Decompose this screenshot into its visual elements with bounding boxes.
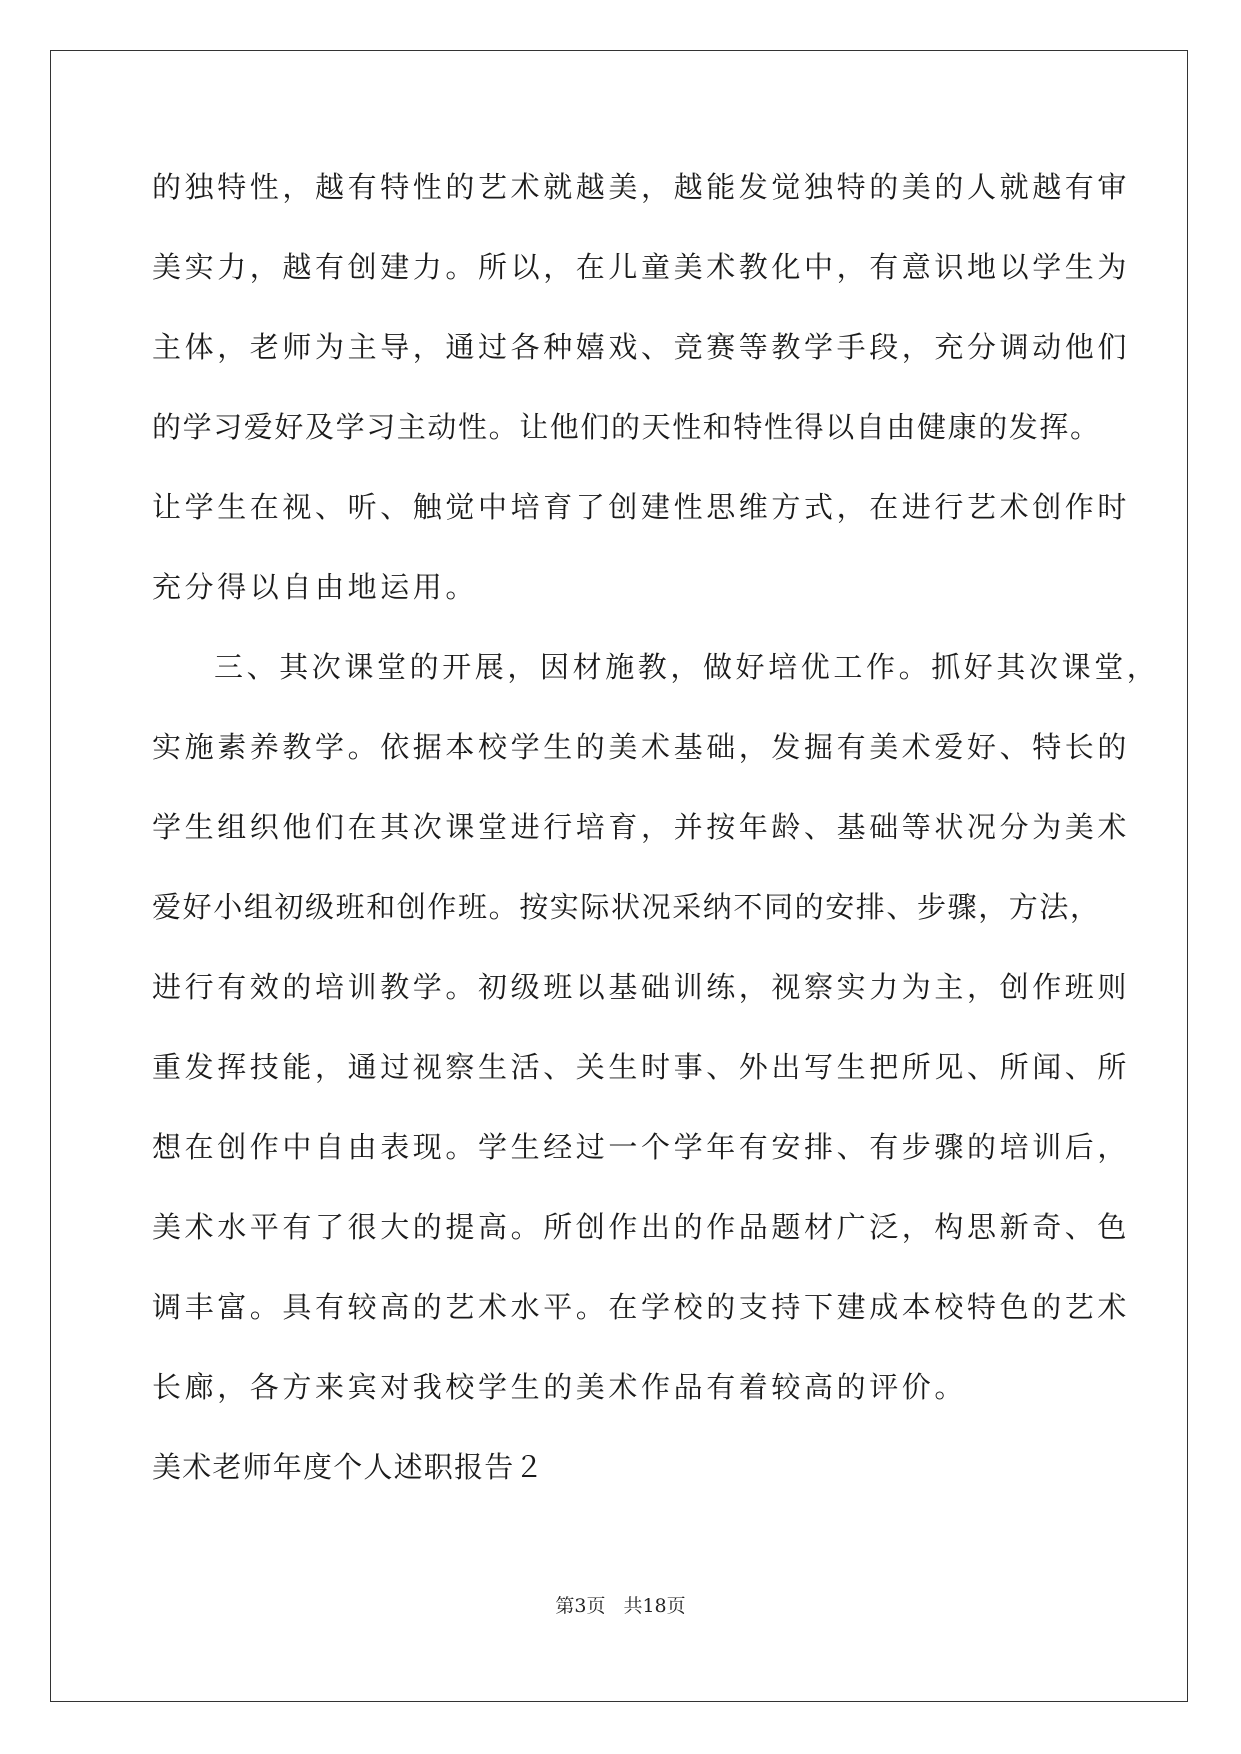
paragraph-line: 三、其次课堂的开展，因材施教，做好培优工作。抓好其次课堂， bbox=[214, 650, 1160, 684]
paragraph-line: 爱好小组初级班和创作班。按实际状况采纳不同的安排、步骤，方法， bbox=[152, 890, 1101, 924]
paragraph-line: 想在创作中自由表现。学生经过一个学年有安排、有步骤的培训后， bbox=[152, 1130, 1131, 1164]
paragraph-line: 长廊，各方来宾对我校学生的美术作品有着较高的评价。 bbox=[152, 1370, 968, 1404]
paragraph-line: 学生组织他们在其次课堂进行培育，并按年龄、基础等状况分为美术 bbox=[152, 810, 1131, 844]
paragraph-line: 实施素养教学。依据本校学生的美术基础，发掘有美术爱好、特长的 bbox=[152, 730, 1131, 764]
paragraph-line: 充分得以自由地运用。 bbox=[152, 570, 479, 604]
paragraph-line: 主体，老师为主导，通过各种嬉戏、竞赛等教学手段，充分调动他们 bbox=[152, 330, 1131, 364]
document-body bbox=[152, 162, 1160, 1522]
paragraph-line: 的独特性，越有特性的艺术就越美，越能发觉独特的美的人就越有审 bbox=[152, 170, 1131, 204]
paragraph-line: 让学生在视、听、触觉中培育了创建性思维方式，在进行艺术创作时 bbox=[152, 490, 1131, 524]
paragraph-line: 调丰富。具有较高的艺术水平。在学校的支持下建成本校特色的艺术 bbox=[152, 1290, 1131, 1324]
paragraph-line: 重发挥技能，通过视察生活、关生时事、外出写生把所见、所闻、所 bbox=[152, 1050, 1131, 1084]
page-footer bbox=[0, 1594, 1241, 1618]
page-number-total: 共18页 bbox=[623, 1595, 686, 1617]
paragraph-line: 美术水平有了很大的提高。所创作出的作品题材广泛，构思新奇、色 bbox=[152, 1210, 1131, 1244]
section-heading: 美术老师年度个人述职报告２ bbox=[152, 1450, 545, 1484]
page-number-current: 第3页 bbox=[555, 1595, 606, 1617]
paragraph-line: 的学习爱好及学习主动性。让他们的天性和特性得以自由健康的发挥。 bbox=[152, 410, 1101, 444]
paragraph-line: 进行有效的培训教学。初级班以基础训练，视察实力为主，创作班则 bbox=[152, 970, 1131, 1004]
paragraph-line: 美实力，越有创建力。所以，在儿童美术教化中，有意识地以学生为 bbox=[152, 250, 1131, 284]
